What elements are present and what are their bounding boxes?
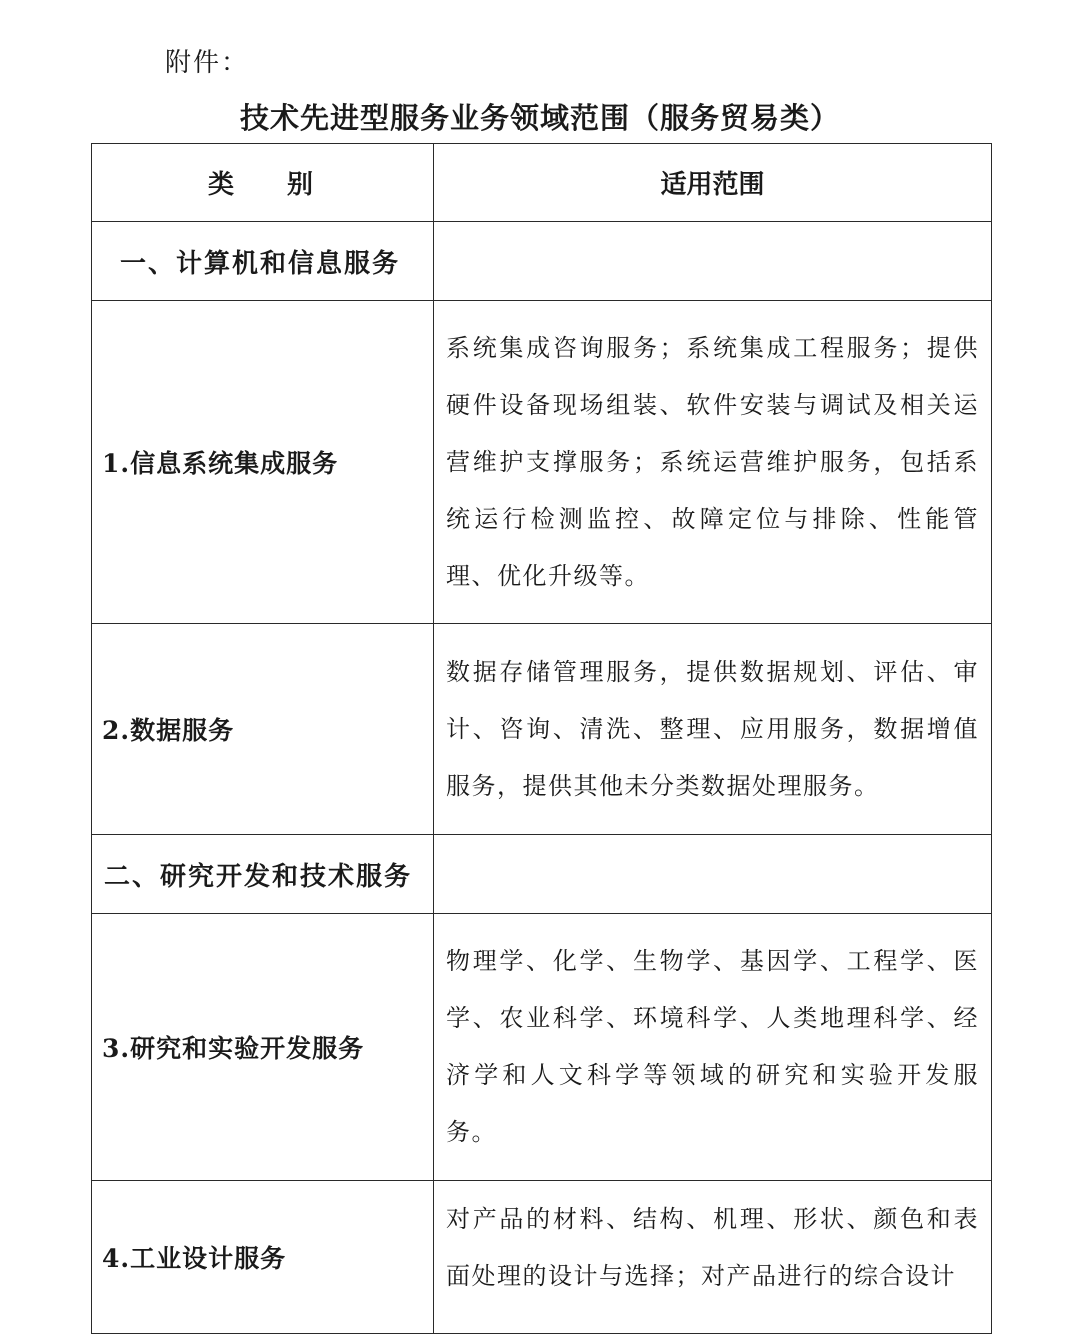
item-name: 1.信息系统集成服务 (92, 301, 434, 624)
table-row (92, 624, 992, 835)
item-description: 对产品的材料、结构、机理、形状、颜色和表面处理的设计与选择；对产品进行的综合设计 (434, 1181, 992, 1334)
section-row (92, 222, 992, 301)
item-description: 系统集成咨询服务；系统集成工程服务；提供硬件设备现场组装、软件安装与调试及相关运营维护支撑服务；系统运营维护服务，包括系统运行检测监控、故障定位与排除、性能管理、优化升级等。 (434, 301, 992, 624)
header-category: 类 别 (92, 144, 434, 222)
header-scope: 适用范围 (434, 144, 992, 222)
section-empty-cell (434, 222, 992, 301)
section-empty-cell (434, 835, 992, 914)
section-row (92, 835, 992, 914)
table-row (92, 914, 992, 1181)
table-header-row (92, 144, 992, 222)
item-name: 3.研究和实验开发服务 (92, 914, 434, 1181)
item-description: 物理学、化学、生物学、基因学、工程学、医学、农业科学、环境科学、人类地理科学、经济学和人文科学等领域的研究和实验开发服务。 (434, 914, 992, 1181)
table-row (92, 1181, 992, 1334)
item-name: 4.工业设计服务 (92, 1181, 434, 1334)
scope-table (91, 143, 992, 1334)
document-title: 技术先进型服务业务领域范围（服务贸易类） (239, 101, 840, 135)
attachment-label: 附件： (165, 48, 250, 78)
table-row (92, 301, 992, 624)
section-title: 一、计算机和信息服务 (92, 222, 434, 301)
item-name: 2.数据服务 (92, 624, 434, 835)
item-description: 数据存储管理服务，提供数据规划、评估、审计、咨询、清洗、整理、应用服务，数据增值服务，提供其他未分类数据处理服务。 (434, 624, 992, 835)
section-title: 二、研究开发和技术服务 (92, 835, 434, 914)
